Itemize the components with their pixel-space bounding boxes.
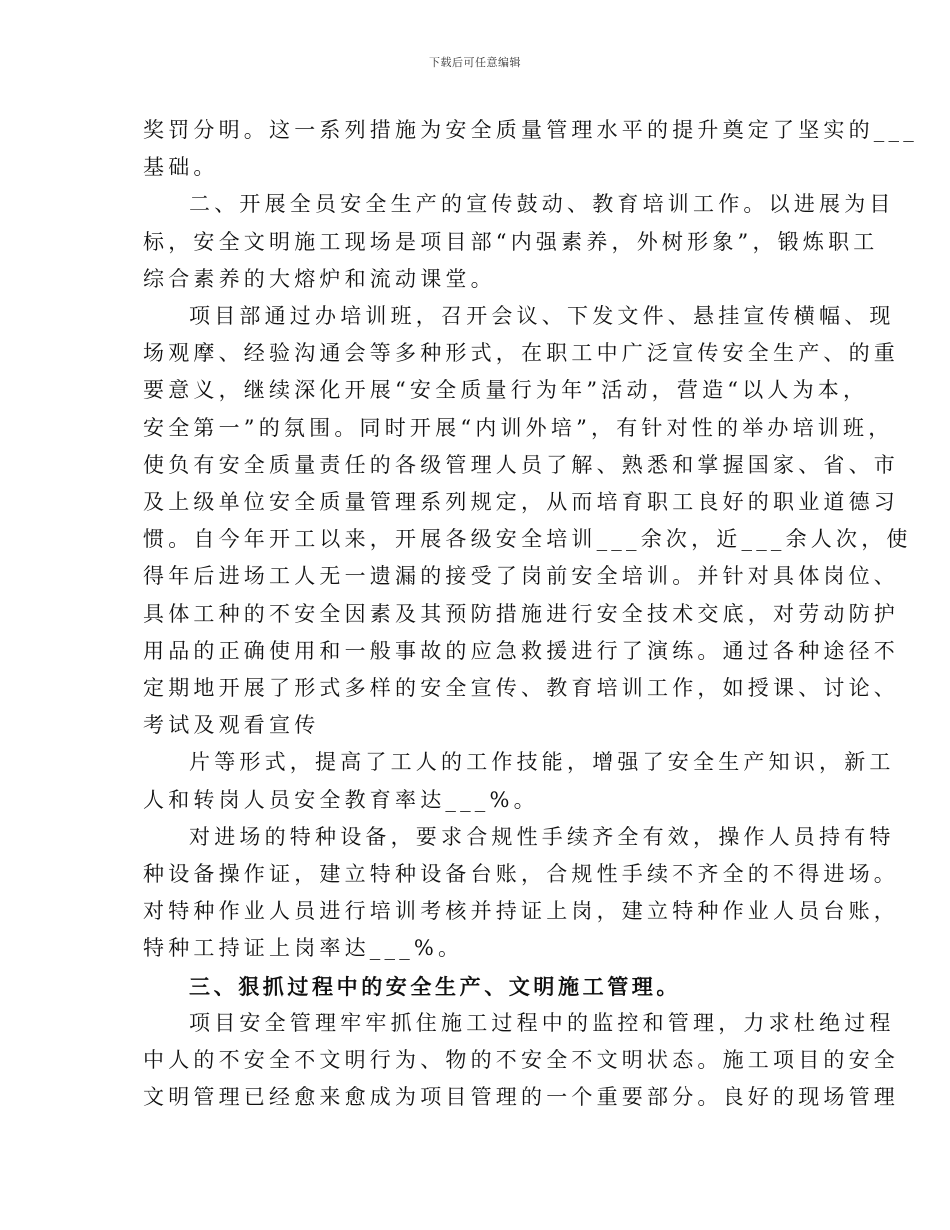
text-line-7: 场观摩、经验沟通会等多种形式，在职工中广泛宣传安全生产、的重 (143, 341, 899, 366)
text-line-25: 项目安全管理牢牢抓住施工过程中的监控和管理，力求杜绝过程 (189, 1010, 895, 1035)
page-header: 下载后可任意编辑 (429, 56, 521, 69)
text-line-19: 人和转岗人员安全教育率达___%。 (143, 787, 539, 812)
text-line-20: 对进场的特种设备，要求合规性手续齐全有效，操作人员持有特 (189, 824, 895, 849)
text-line-2: 基础。 (143, 155, 219, 180)
text-line-21: 种设备操作证，建立特种设备台账，合规性手续不齐全的不得进场。 (143, 862, 899, 887)
text-line-14: 具体工种的不安全因素及其预防措施进行安全技术交底，对劳动防护 (143, 601, 899, 626)
text-line-5: 综合素养的大熔炉和流动课堂。 (143, 266, 496, 291)
text-line-11: 及上级单位安全质量管理系列规定，从而培育职工良好的职业道德习 (143, 490, 899, 515)
text-line-10: 使负有安全质量责任的各级管理人员了解、熟悉和掌握国家、省、市 (143, 452, 899, 477)
text-line-22: 对特种作业人员进行培训考核并持证上岗，建立特种作业人员台账， (143, 899, 899, 924)
text-line-8: 要意义，继续深化开展“安全质量行为年”活动，营造“以人为本， (143, 378, 869, 403)
text-line-4: 标，安全文明施工现场是项目部“内强素养，外树形象”，锻炼职工 (143, 229, 879, 254)
text-line-3: 二、开展全员安全生产的宣传鼓动、教育培训工作。以进展为目 (189, 192, 895, 217)
document-body (143, 112, 918, 1116)
text-line-1: 奖罚分明。这一系列措施为安全质量管理水平的提升奠定了坚实的___ (143, 118, 918, 142)
text-line-9: 安全第一”的氛围。同时开展“内训外培”，有针对性的举办培训班， (143, 415, 894, 440)
text-line-13: 得年后进场工人无一遗漏的接受了岗前安全培训。并针对具体岗位、 (143, 564, 899, 589)
section-heading: 三、狠抓过程中的安全生产、文明施工管理。 (189, 973, 681, 999)
text-line-12: 惯。自今年开工以来，开展各级安全培训___余次，近___余人次，使 (143, 527, 912, 552)
text-line-18: 片等形式，提高了工人的工作技能，增强了安全生产知识，新工 (189, 750, 895, 775)
text-line-26: 中人的不安全不文明行为、物的不安全不文明状态。施工项目的安全 (143, 1048, 899, 1073)
text-line-16: 定期地开展了形式多样的安全宣传、教育培训工作，如授课、讨论、 (143, 676, 899, 701)
text-line-17: 考试及观看宣传 (143, 713, 320, 738)
text-line-6: 项目部通过办培训班，召开会议、下发文件、悬挂宣传横幅、现 (189, 304, 895, 329)
text-line-15: 用品的正确使用和一般事故的应急救援进行了演练。通过各种途径不 (143, 638, 899, 663)
text-line-23: 特种工持证上岗率达___%。 (143, 936, 464, 961)
text-line-27: 文明管理已经愈来愈成为项目管理的一个重要部分。良好的现场管理 (143, 1085, 899, 1110)
